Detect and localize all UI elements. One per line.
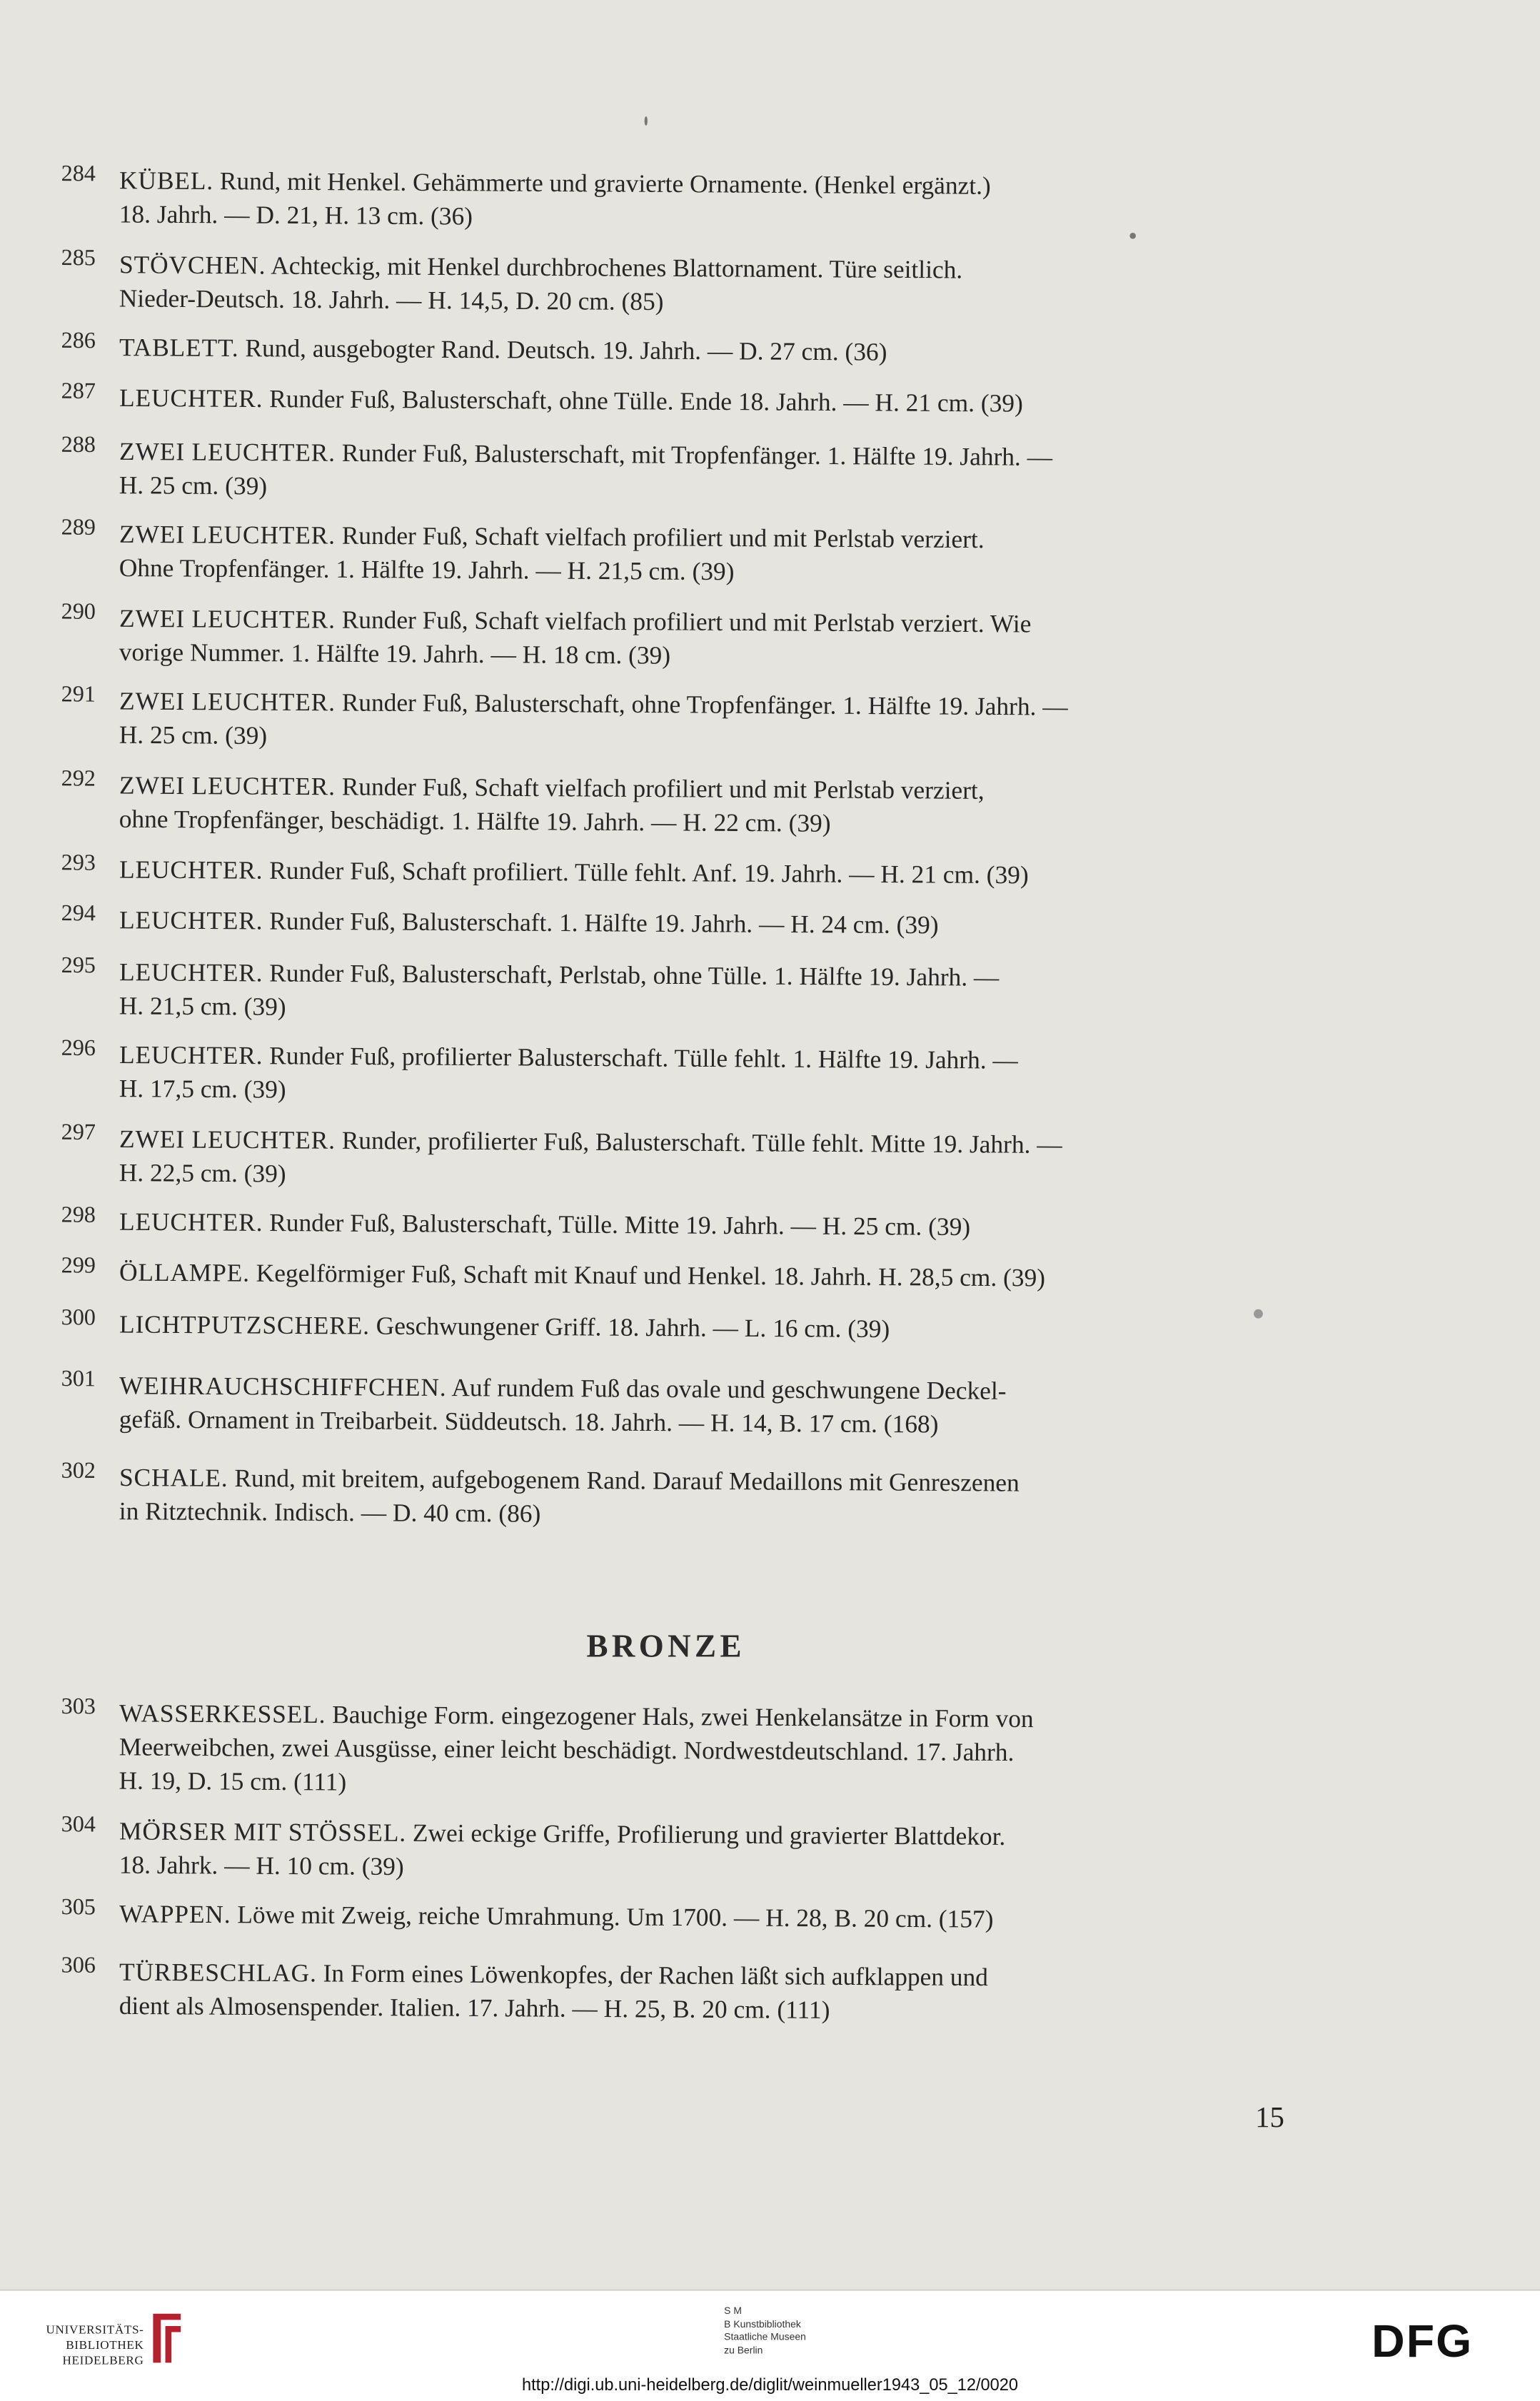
entry-title: LEUCHTER. (119, 1207, 263, 1237)
entry-text: Runder Fuß, Schaft vielfach profiliert und mit Perlstab verziert. (341, 520, 985, 554)
entry-number: 296 (61, 1037, 96, 1062)
entry-text: Runder Fuß, Balusterschaft, Tülle. Mitte 19. Jahrh. — H. 25 cm. (39) (269, 1207, 971, 1242)
digitization-footer (0, 2289, 1540, 2401)
entry-title: LEUCHTER. (119, 383, 263, 413)
entry-number: 288 (61, 433, 96, 458)
entry-title: LICHTPUTZSCHERE. (119, 1309, 371, 1341)
entry-text: Runder Fuß, Balusterschaft, ohne Tropfenfänger. 1. Hälfte 19. Jahrh. — (341, 688, 1068, 722)
entry-title: ZWEI LEUCHTER. (119, 519, 336, 550)
entry-text: 18. Jahrh. — D. 21, H. 13 cm. (36) (119, 199, 473, 231)
entry-number: 285 (61, 246, 96, 271)
catalog-entry (61, 1695, 1286, 1797)
footer-divider (0, 2289, 1540, 2290)
entry-title: TÜRBESCHLAG. (119, 1957, 317, 1988)
entry-text: Kegelförmiger Fuß, Schaft mit Knauf und Henkel. 18. Jahrh. H. 28,5 cm. (39) (256, 1258, 1046, 1293)
entry-title: LEUCHTER. (119, 957, 263, 987)
entry-text: ohne Tropfenfänger, beschädigt. 1. Hälfte 19. Jahrh. — H. 22 cm. (39) (119, 804, 831, 838)
entry-number: 284 (61, 162, 96, 187)
library-logo-icon (147, 2307, 187, 2369)
entry-title: ZWEI LEUCHTER. (119, 436, 336, 468)
entry-text: Runder Fuß, Schaft profiliert. Tülle fehlt. Anf. 19. Jahrh. — H. 21 cm. (39) (269, 855, 1029, 890)
catalog-entry (61, 515, 1286, 586)
entry-number: 292 (61, 767, 96, 792)
entry-text: Löwe mit Zweig, reiche Umrahmung. Um 1700. — H. 28, B. 20 cm. (157) (237, 1900, 994, 1934)
entry-title: WASSERKESSEL. (119, 1698, 326, 1729)
entry-text: Runder Fuß, Balusterschaft, Perlstab, ohne Tülle. 1. Hälfte 19. Jahrh. — (269, 958, 1000, 992)
catalog-entry (61, 851, 1286, 890)
catalog-entry (61, 1813, 1286, 1881)
paper-speck (645, 116, 648, 126)
entry-text: gefäß. Ornament in Treibarbeit. Süddeutsch. 18. Jahrh. — H. 14, B. 17 cm. (168) (119, 1404, 939, 1439)
catalog-entry (61, 600, 1286, 670)
catalog-entry (61, 1306, 1286, 1344)
entry-number: 304 (61, 1813, 96, 1838)
entry-title: KÜBEL. (119, 166, 214, 196)
entry-text: Runder Fuß, Schaft vielfach profiliert und mit Perlstab verziert, (341, 772, 985, 805)
entry-title: ZWEI LEUCHTER. (119, 686, 336, 717)
entry-title: ZWEI LEUCHTER. (119, 603, 336, 635)
entry-text: Bauchige Form. eingezogener Hals, zwei Henkelansätze in Form von (332, 1699, 1034, 1733)
page-number: 15 (1255, 2102, 1284, 2135)
entry-text: Rund, mit Henkel. Gehämmerte und gravierte Ornamente. (Henkel ergänzt.) (219, 166, 991, 201)
entry-title: STÖVCHEN. (119, 250, 266, 281)
entry-number: 298 (61, 1203, 96, 1229)
catalog-entry (61, 433, 1286, 500)
entry-number: 295 (61, 954, 96, 979)
catalog-entry (61, 954, 1286, 1022)
entry-text: H. 25 cm. (39) (119, 720, 268, 750)
entry-number: 302 (61, 1459, 96, 1484)
catalog-entry (61, 1459, 1286, 1529)
entry-title: ZWEI LEUCHTER. (119, 770, 336, 801)
entry-number: 306 (61, 1953, 96, 1979)
catalog-entry (61, 767, 1286, 838)
entry-number: 293 (61, 851, 96, 877)
entry-title: ZWEI LEUCHTER. (119, 1124, 336, 1155)
entry-text: Zwei eckige Griffe, Profilierung und gravierter Blattdekor. (412, 1818, 1006, 1851)
entry-text: Auf rundem Fuß das ovale und geschwungene Deckel- (451, 1372, 1007, 1406)
catalog-entry (61, 379, 1286, 418)
entry-text: Meerweibchen, zwei Ausgüsse, einer leicht beschädigt. Nordwestdeutschland. 17. Jahrh. (119, 1732, 1015, 1767)
entry-text: In Form eines Löwenkopfes, der Rachen läßt sich aufklappen und (323, 1958, 989, 1992)
entry-text: in Ritztechnik. Indisch. — D. 40 cm. (86) (119, 1496, 541, 1529)
catalog-entry (61, 1254, 1286, 1293)
catalog-entry (61, 1953, 1286, 2025)
entry-text: H. 17,5 cm. (39) (119, 1074, 286, 1104)
entry-text: H. 21,5 cm. (39) (119, 991, 286, 1022)
entry-number: 294 (61, 902, 96, 927)
entry-title: WEIHRAUCHSCHIFFCHEN. (119, 1371, 447, 1402)
entry-text: Runder Fuß, Balusterschaft, ohne Tülle. Ende 18. Jahrh. — H. 21 cm. (39) (269, 383, 1023, 418)
entry-title: WAPPEN. (119, 1899, 231, 1929)
entry-title: SCHALE. (119, 1462, 228, 1493)
entry-number: 287 (61, 379, 96, 405)
entry-title: LEUCHTER. (119, 1040, 263, 1070)
entry-text: dient als Almosenspender. Italien. 17. Jahrh. — H. 25, B. 20 cm. (111) (119, 1990, 830, 2025)
library-name: UNIVERSITÄTS- BIBLIOTHEK HEIDELBERG (46, 2322, 144, 2367)
catalog-entry (61, 1037, 1286, 1104)
entry-text: H. 19, D. 15 cm. (111) (119, 1766, 347, 1797)
entry-text: H. 22,5 cm. (39) (119, 1157, 286, 1189)
entry-text: vorige Nummer. 1. Hälfte 19. Jahrh. — H. 18 cm. (39) (119, 637, 671, 670)
museum-stamp: S M B Kunstbibliothek Staatliche Museen zu Berlin (724, 2306, 806, 2356)
entry-text: Geschwungener Griff. 18. Jahrh. — L. 16 cm. (39) (376, 1311, 890, 1344)
entry-number: 289 (61, 515, 96, 541)
entry-number: 286 (61, 329, 96, 354)
entry-text: Rund, ausgebogter Rand. Deutsch. 19. Jahrh. — D. 27 cm. (36) (245, 333, 887, 367)
entry-text: Runder, profilierter Fuß, Balusterschaft. Tülle fehlt. Mitte 19. Jahrh. — (341, 1125, 1062, 1159)
section-heading: BRONZE (586, 1627, 745, 1665)
entry-title: LEUCHTER. (119, 855, 263, 885)
entry-text: Runder Fuß, Schaft vielfach profiliert und mit Perlstab verziert. Wie (341, 605, 1032, 639)
catalog-entry (61, 246, 1286, 316)
catalog-entry (61, 329, 1286, 367)
permalink[interactable]: http://digi.ub.uni-heidelberg.de/diglit/weinmueller1943_05_12/0020 (522, 2376, 1018, 2395)
catalog-entry (61, 1896, 1286, 1934)
entry-text: Runder Fuß, Balusterschaft. 1. Hälfte 19. Jahrh. — H. 24 cm. (39) (269, 906, 939, 940)
entry-title: TABLETT. (119, 332, 239, 363)
entry-title: MÖRSER MIT STÖSSEL. (119, 1816, 407, 1848)
entry-number: 305 (61, 1896, 96, 1921)
entry-text: Runder Fuß, Balusterschaft, mit Tropfenfänger. 1. Hälfte 19. Jahrh. — (341, 438, 1053, 472)
paper-speck (1129, 233, 1136, 239)
catalog-entry (61, 1120, 1286, 1189)
entry-text: Achteckig, mit Henkel durchbrochenes Blattornament. Türe seitlich. (271, 251, 963, 285)
entry-text: Ohne Tropfenfänger. 1. Hälfte 19. Jahrh. — H. 21,5 cm. (39) (119, 553, 735, 586)
catalog-entry (61, 683, 1286, 750)
entry-title: LEUCHTER. (119, 905, 263, 936)
entry-number: 303 (61, 1695, 96, 1720)
entry-text: H. 25 cm. (39) (119, 470, 268, 500)
entry-text: Nieder-Deutsch. 18. Jahrh. — H. 14,5, D. 20 cm. (85) (119, 283, 664, 316)
entry-text: Rund, mit breitem, aufgebogenem Rand. Darauf Medaillons mit Genreszenen (234, 1463, 1020, 1498)
entry-number: 290 (61, 600, 96, 625)
entry-text: 18. Jahrk. — H. 10 cm. (39) (119, 1850, 404, 1881)
catalog-entry (61, 1367, 1286, 1439)
entry-text: Runder Fuß, profilierter Balusterschaft. Tülle fehlt. 1. Hälfte 19. Jahrh. — (269, 1041, 1018, 1075)
dfg-logo: DFG (1372, 2317, 1474, 2367)
entry-number: 300 (61, 1306, 96, 1332)
entry-number: 299 (61, 1254, 96, 1279)
catalog-entry (61, 162, 1286, 231)
entry-number: 297 (61, 1120, 96, 1146)
entry-number: 301 (61, 1367, 96, 1392)
paper-speck (1254, 1309, 1263, 1319)
catalog-entry (61, 1203, 1286, 1242)
entry-number: 291 (61, 683, 96, 708)
entry-title: ÖLLAMPE. (119, 1257, 251, 1288)
catalog-entry (61, 902, 1286, 940)
